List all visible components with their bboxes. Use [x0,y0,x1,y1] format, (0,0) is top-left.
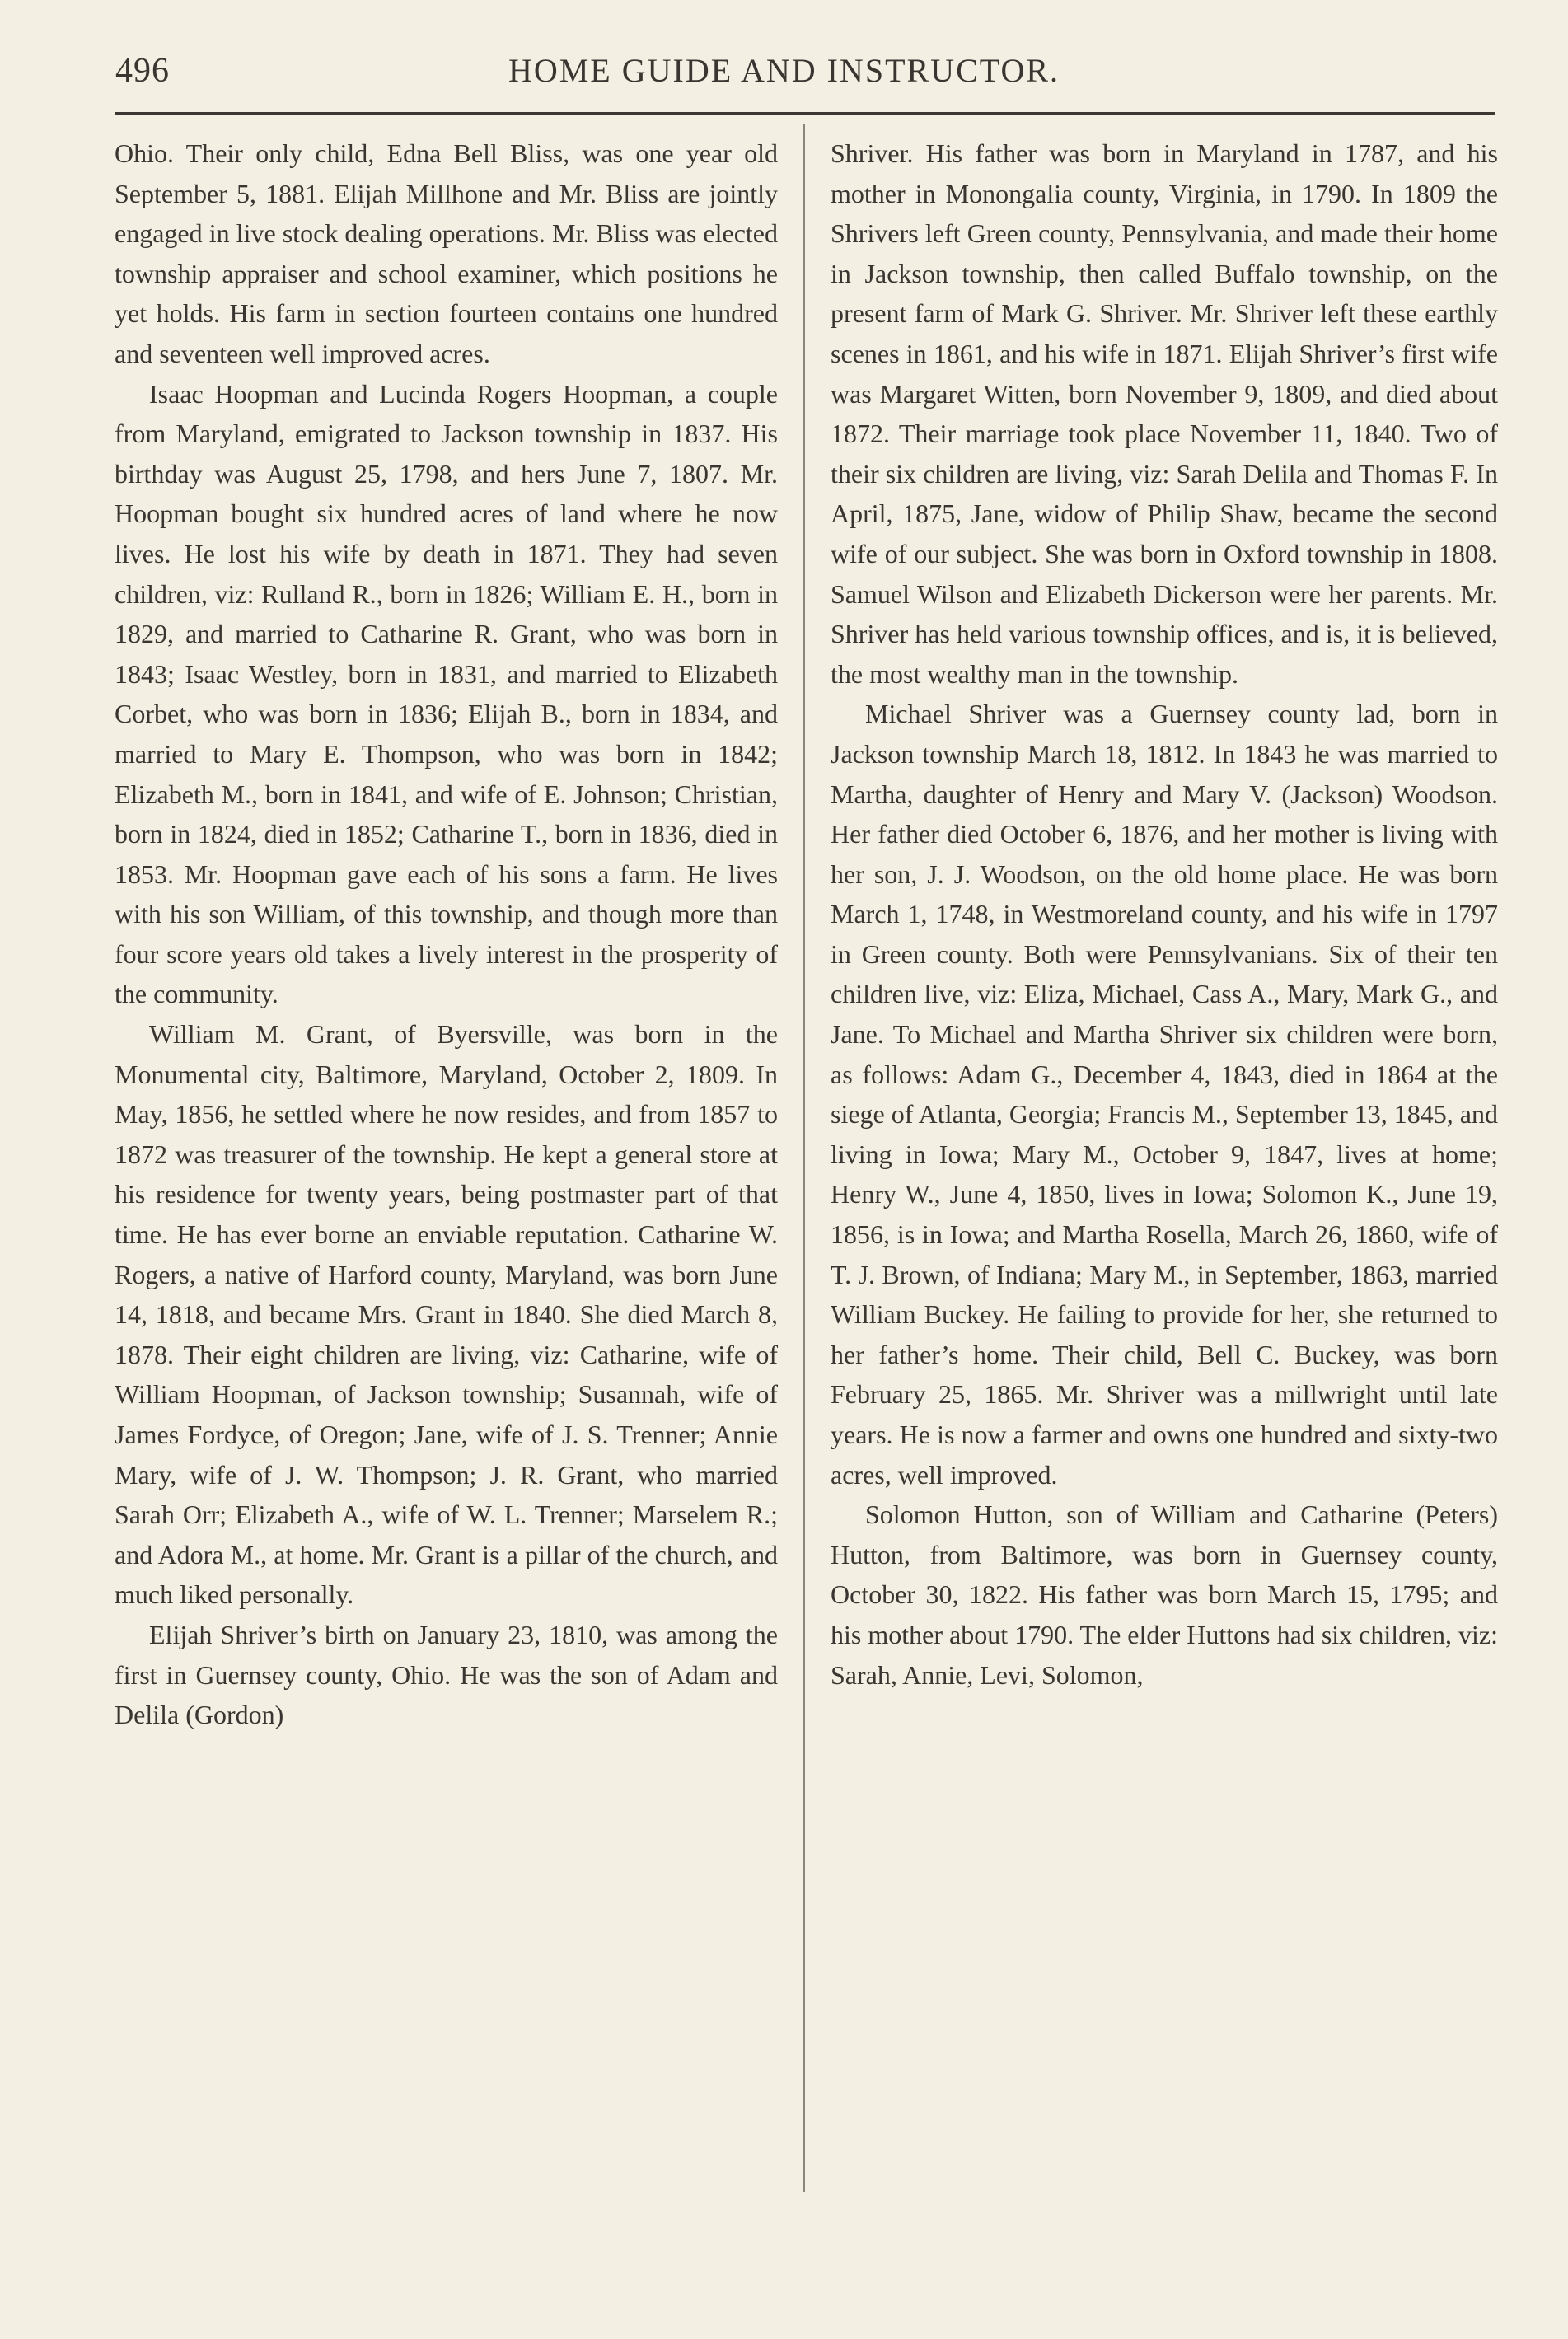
paragraph-isaac-hoopman: Isaac Hoopman and Lucinda Rogers Hoopman, a couple from Maryland, emigrated to Jackson township in 1837. His birthday was August 25, 1798, and hers June 7, 1807. Mr. Hoopman bought six hundred acres of land where he now lives. He lost his wife by death in 1871. They had seven children, viz: Rulland R., born in 1826; William E. H., born in 1829, and married to Catharine R. Grant, who was born in 1843; Isaac Westley, born in 1831, and married to Elizabeth Corbet, who was born in 1836; Elijah B., born in 1834, and married to Mary E. Thompson, who was born in 1842; Elizabeth M., born in 1841, and wife of E. Johnson; Christian, born in 1824, died in 1852; Catharine T., born in 1836, died in 1853. Mr. Hoopman gave each of his sons a farm. He lives with his son William, of this township, and though more than four score years old takes a lively interest in the prosperity of the community. [115,378,778,1009]
paragraph-elijah-shriver-continued: Shriver. His father was born in Maryland in 1787, and his mother in Monongalia county, Virginia, in 1790. In 1809 the Shrivers left Green county, Pennsylvania, and made their home in Jackson township, then called Buffalo township, on the present farm of Mark G. Shriver. Mr. Shriver left these earthly scenes in 1861, and his wife in 1871. Elijah Shriver’s first wife was Margaret Witten, born November 9, 1809, and died about 1872. Their marriage took place November 11, 1840. Two of their six children are living, viz: Sarah Delila and Thomas F. In April, 1875, Jane, widow of Philip Shaw, became the second wife of our subject. She was born in Oxford township in 1808. Samuel Wilson and Elizabeth Dickerson were her parents. Mr. Shriver has held various township offices, and is, it is believed, the most wealthy man in the township. [831,138,1498,689]
paragraph-william-grant: William M. Grant, of Byersville, was born in the Monumental city, Baltimore, Maryland, October 2, 1809. In May, 1856, he settled where he now resides, and from 1857 to 1872 was treasurer of the township. He kept a general store at his residence for twenty years, being postmaster part of that time. He has ever borne an enviable reputation. Catharine W. Rogers, a native of Harford county, Maryland, was born June 14, 1818, and became Mrs. Grant in 1840. She died March 8, 1878. Their eight children are living, viz: Catharine, wife of William Hoopman, of Jackson township; Susannah, wife of James Fordyce, of Oregon; Jane, wife of J. S. Trenner; Annie Mary, wife of J. W. Thompson; J. R. Grant, who married Sarah Orr; Elizabeth A., wife of W. L. Trenner; Marselem R.; and Adora M., at home. Mr. Grant is a pillar of the church, and much liked personally. [115,1019,778,1610]
page-number: 496 [115,52,170,90]
paragraph-bliss-continued: Ohio. Their only child, Edna Bell Bliss, was one year old September 5, 1881. Elijah Millhone and Mr. Bliss are jointly engaged in live stock dealing operations. Mr. Bliss was elected township appraiser and school examiner, which positions he yet holds. His farm in section fourteen contains one hundred and seventeen well improved acres. [115,138,778,368]
paragraph-michael-shriver: Michael Shriver was a Guernsey county lad, born in Jackson township March 18, 1812. In 1843 he was married to Martha, daughter of Henry and Mary V. (Jackson) Woodson. Her father died October 6, 1876, and her mother is living with her son, J. J. Woodson, on the old home place. He was born March 1, 1748, in Westmoreland county, and his wife in 1797 in Green county. Both were Pennsylvanians. Six of their ten children live, viz: Eliza, Michael, Cass A., Mary, Mark G., and Jane. To Michael and Martha Shriver six children were born, as follows: Adam G., December 4, 1843, died in 1864 at the siege of Atlanta, Georgia; Francis M., September 13, 1845, and living in Iowa; Mary M., October 9, 1847, lives at home; Henry W., June 4, 1850, lives in Iowa; Solomon K., June 19, 1856, is in Iowa; and Martha Rosella, March 26, 1860, wife of T. J. Brown, of Indiana; Mary M., in September, 1863, married William Buckey. He failing to provide for her, she returned to her father’s home. Their child, Bell C. Buckey, was born February 25, 1865. Mr. Shriver was a millwright until late years. He is now a farmer and owns one hundred and sixty-two acres, well improved. [831,699,1498,1490]
right-column [831,133,1498,1695]
header-rule [115,112,1495,115]
paragraph-solomon-hutton: Solomon Hutton, son of William and Catharine (Peters) Hutton, from Baltimore, was born in Guernsey county, October 30, 1822. His father was born March 15, 1795; and his mother about 1790. The elder Huttons had six children, viz: Sarah, Annie, Levi, Solomon, [831,1499,1498,1690]
column-divider [803,124,805,2192]
paragraph-elijah-shriver: Elijah Shriver’s birth on January 23, 1810, was among the first in Guernsey county, Ohio. He was the son of Adam and Delila (Gordon) [115,1619,778,1730]
running-head-title: HOME GUIDE AND INSTRUCTOR. [508,52,1060,89]
left-column [115,133,778,1735]
